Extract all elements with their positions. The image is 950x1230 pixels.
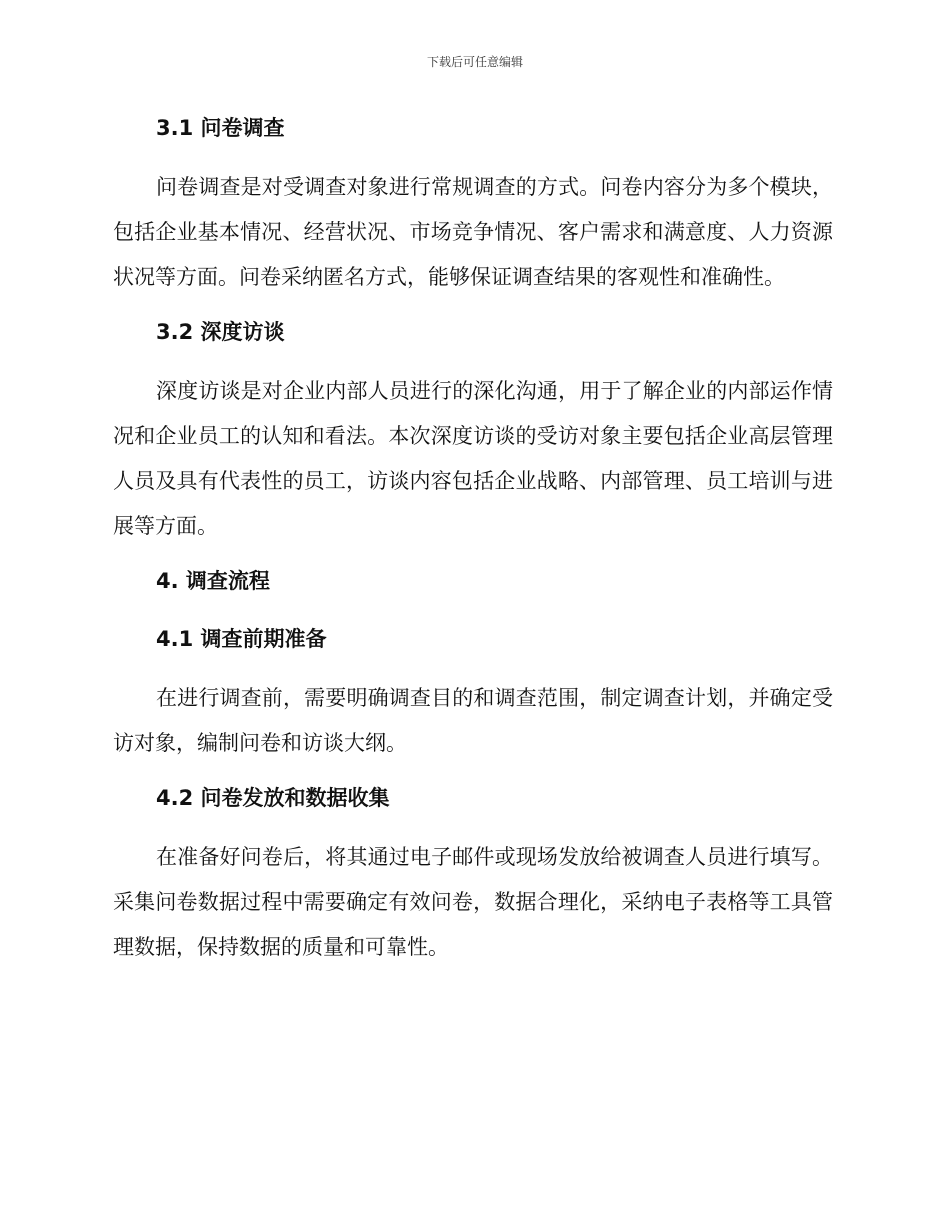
section-heading-4-1: 4.1 调查前期准备 xyxy=(156,627,327,651)
section-paragraph-4-1: 在进行调查前，需要明确调查目的和调查范围，制定调查计划，并确定受访对象，编制问卷和访谈大纲。 xyxy=(113,686,833,755)
section-paragraph-4-2: 在准备好问卷后，将其通过电子邮件或现场发放给被调查人员进行填写。采集问卷数据过程中需要确定有效问卷，数据合理化，采纳电子表格等工具管理数据，保持数据的质量和可靠性。 xyxy=(113,845,833,959)
section-heading-3-1: 3.1 问卷调查 xyxy=(156,116,285,140)
section-heading-3-2: 3.2 深度访谈 xyxy=(156,320,285,344)
section-heading-4: 4. 调查流程 xyxy=(156,569,270,593)
section-paragraph-3-1: 问卷调查是对受调查对象进行常规调查的方式。问卷内容分为多个模块，包括企业基本情况、经营状况、市场竞争情况、客户需求和满意度、人力资源状况等方面。问卷采纳匿名方式，能够保证调查结果的客观性和准确性。 xyxy=(113,175,833,289)
section-paragraph-3-2: 深度访谈是对企业内部人员进行的深化沟通，用于了解企业的内部运作情况和企业员工的认知和看法。本次深度访谈的受访对象主要包括企业高层管理人员及具有代表性的员工，访谈内容包括企业战略、内部管理、员工培训与进展等方面。 xyxy=(113,379,833,538)
document-body xyxy=(113,110,833,970)
page-header: 下载后可任意编辑 xyxy=(426,55,523,69)
section-heading-4-2: 4.2 问卷发放和数据收集 xyxy=(156,786,390,810)
